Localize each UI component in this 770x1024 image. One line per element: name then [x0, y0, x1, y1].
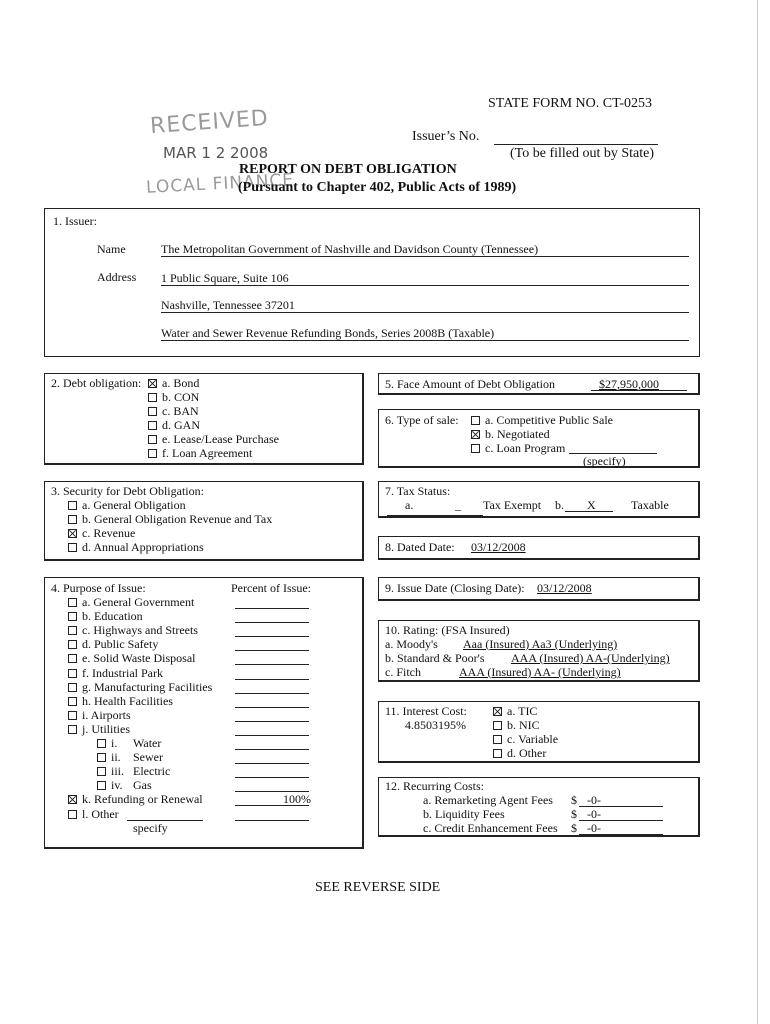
tax-status-section [378, 481, 700, 518]
checkbox-icon [471, 416, 480, 425]
fill-note: (To be filled out by State) [510, 146, 655, 161]
checkbox-icon [148, 449, 157, 458]
percent-field[interactable] [235, 707, 309, 708]
interest-label: 11. Interest Cost: [385, 704, 467, 718]
tax-exempt-label: Tax Exempt [483, 498, 542, 512]
security-option-appropriations[interactable]: d. Annual Appropriations [68, 540, 204, 555]
dated-date-label: 8. Dated Date: [385, 540, 455, 554]
liquidity-fees-label: b. Liquidity Fees [423, 807, 505, 821]
report-title: REPORT ON DEBT OBLIGATION [239, 162, 457, 177]
refunding-percent: 100% [283, 792, 311, 807]
moodys-rating: Aaa (Insured) Aa3 (Underlying) [463, 637, 618, 651]
checkbox-icon [148, 435, 157, 444]
security-option-go-revenue[interactable]: b. General Obligation Revenue and Tax [68, 512, 272, 527]
percent-field[interactable] [235, 693, 309, 694]
utility-option-sewer[interactable]: ii. Sewer [97, 750, 121, 765]
sale-option-competitive[interactable]: a. Competitive Public Sale [471, 413, 613, 428]
checkbox-icon [68, 711, 77, 720]
security-section [44, 481, 364, 561]
issuer-no-field[interactable] [494, 144, 658, 145]
name-label: Name [97, 242, 126, 256]
sale-option-loan[interactable]: c. Loan Program [471, 441, 565, 456]
tax-a-label: a. [405, 498, 414, 512]
checkbox-icon [493, 749, 502, 758]
utility-option-electric[interactable]: iii. Electric [97, 764, 124, 779]
purpose-option-manufacturing[interactable]: g. Manufacturing Facilities [68, 680, 212, 695]
debt-obligation-section [44, 373, 364, 465]
percent-field[interactable] [235, 650, 309, 651]
fitch-label: c. Fitch [385, 665, 421, 679]
interest-option-variable[interactable]: c. Variable [493, 732, 558, 747]
checkbox-icon [148, 379, 157, 388]
checkbox-icon [68, 612, 77, 621]
form-number: STATE FORM NO. CT-0253 [488, 96, 653, 111]
liquidity-currency: $ [571, 807, 577, 821]
remarketing-fees-label: a. Remarketing Agent Fees [423, 793, 553, 807]
checkbox-icon [68, 697, 77, 706]
issue-date-section [378, 577, 700, 601]
purpose-option-refunding[interactable]: k. Refunding or Renewal [68, 792, 203, 807]
tax-b-label: b. [555, 498, 564, 512]
issuer-no-label: Issuer’s No. [412, 129, 480, 144]
debt-obligation-label: 2. Debt obligation: [51, 376, 142, 390]
debt-option-loan[interactable]: f. Loan Agreement [148, 446, 252, 461]
purpose-label: 4. Purpose of Issue: [51, 581, 146, 595]
address-label: Address [97, 270, 137, 284]
checkbox-icon [493, 707, 502, 716]
checkbox-icon [68, 795, 77, 804]
issue-date-value: 03/12/2008 [537, 581, 592, 595]
percent-field[interactable] [235, 721, 309, 722]
remarketing-currency: $ [571, 793, 577, 807]
debt-option-con[interactable]: b. CON [148, 390, 199, 405]
remarketing-fees-value: -0- [587, 793, 601, 807]
checkbox-icon [471, 444, 480, 453]
page-edge-divider [757, 0, 758, 1024]
checkbox-icon [97, 739, 106, 748]
face-amount-value: $27,950,000 [599, 377, 659, 391]
face-amount-label: 5. Face Amount of Debt Obligation [385, 377, 555, 391]
security-label: 3. Security for Debt Obligation: [51, 484, 204, 498]
purpose-option-general-government[interactable]: a. General Government [68, 595, 194, 610]
rating-section [378, 620, 700, 682]
utility-name: Gas [133, 778, 152, 793]
sp-label: b. Standard & Poor's [385, 651, 485, 665]
dated-date-value: 03/12/2008 [471, 540, 526, 554]
credit-enhancement-fees-label: c. Credit Enhancement Fees [423, 821, 558, 835]
security-option-revenue[interactable]: c. Revenue [68, 526, 135, 541]
interest-section [378, 701, 700, 763]
purpose-option-public-safety[interactable]: d. Public Safety [68, 637, 158, 652]
utility-option-water[interactable]: i. Water [97, 736, 117, 751]
purpose-option-other[interactable]: l. Other [68, 807, 119, 822]
issuer-section [44, 208, 700, 357]
purpose-section [44, 577, 364, 849]
received-date-stamp: MAR 1 2 2008 [163, 144, 269, 162]
moodys-label: a. Moody's [385, 637, 438, 651]
checkbox-icon [68, 515, 77, 524]
percent-field[interactable] [235, 735, 309, 736]
checkbox-icon [68, 543, 77, 552]
percent-field[interactable] [235, 608, 309, 609]
checkbox-icon [68, 683, 77, 692]
purpose-option-education[interactable]: b. Education [68, 609, 143, 624]
checkbox-icon [97, 753, 106, 762]
security-option-go[interactable]: a. General Obligation [68, 498, 186, 513]
other-specify: specify [133, 820, 168, 835]
issuer-name: The Metropolitan Government of Nashville and Davidson County (Tennessee) [161, 242, 539, 256]
utility-option-gas[interactable]: iv. Gas [97, 778, 123, 793]
interest-option-nic[interactable]: b. NIC [493, 718, 540, 733]
percent-field[interactable] [235, 622, 309, 623]
sp-rating: AAA (Insured) AA-(Underlying) [511, 651, 670, 665]
percent-field[interactable] [235, 763, 309, 764]
address-line-2: Nashville, Tennessee 37201 [161, 298, 295, 312]
tax-a-blank[interactable]: _ [455, 498, 461, 512]
recurring-label: 12. Recurring Costs: [385, 779, 484, 793]
debt-option-ban[interactable]: c. BAN [148, 404, 199, 419]
percent-field[interactable] [235, 820, 309, 821]
interest-option-tic[interactable]: a. TIC [493, 704, 537, 719]
issue-date-label: 9. Issue Date (Closing Date): [385, 581, 525, 595]
taxable-label: Taxable [631, 498, 669, 512]
checkbox-icon [68, 626, 77, 635]
sale-type-section [378, 409, 700, 468]
sale-type-label: 6. Type of sale: [385, 413, 459, 427]
debt-option-gan[interactable]: d. GAN [148, 418, 200, 433]
interest-option-other[interactable]: d. Other [493, 746, 546, 761]
report-subtitle: (Pursuant to Chapter 402, Public Acts of 1989) [238, 180, 517, 195]
rating-label: 10. Rating: (FSA Insured) [385, 623, 510, 637]
sale-option-negotiated[interactable]: b. Negotiated [471, 427, 550, 442]
checkbox-icon [493, 735, 502, 744]
percent-field[interactable] [235, 805, 309, 806]
local-finance-stamp: LOCAL FINANCE [145, 170, 295, 198]
face-amount-section [378, 373, 700, 395]
interest-value: 4.8503195% [405, 718, 466, 732]
utility-name: Electric [133, 764, 171, 779]
purpose-option-airports[interactable]: i. Airports [68, 708, 131, 723]
checkbox-icon [97, 767, 106, 776]
checkbox-icon [493, 721, 502, 730]
checkbox-icon [68, 654, 77, 663]
received-stamp: RECEIVED [149, 105, 270, 140]
debt-option-bond[interactable]: a. Bond [148, 376, 199, 391]
credit-enhancement-fees-value: -0- [587, 821, 601, 835]
purpose-option-utilities[interactable]: j. Utilities [68, 722, 130, 737]
utility-name: Water [133, 736, 162, 750]
checkbox-icon [148, 407, 157, 416]
percent-field[interactable] [235, 777, 309, 778]
checkbox-icon [68, 669, 77, 678]
tax-b-value[interactable]: X [587, 498, 596, 512]
sale-specify: (specify) [583, 454, 626, 468]
checkbox-icon [68, 529, 77, 538]
address-line-3: Water and Sewer Revenue Refunding Bonds, Series 2008B (Taxable) [161, 326, 495, 340]
credit-enhancement-currency: $ [571, 821, 577, 835]
fitch-rating: AAA (Insured) AA- (Underlying) [459, 665, 621, 679]
checkbox-icon [68, 810, 77, 819]
debt-option-lease[interactable]: e. Lease/Lease Purchase [148, 432, 279, 447]
checkbox-icon [68, 501, 77, 510]
purpose-option-industrial-park[interactable]: f. Industrial Park [68, 666, 163, 681]
checkbox-icon [471, 430, 480, 439]
percent-field[interactable] [235, 664, 309, 665]
purpose-option-health-facilities[interactable]: h. Health Facilities [68, 694, 173, 709]
purpose-option-highways[interactable]: c. Highways and Streets [68, 623, 198, 638]
checkbox-icon [148, 393, 157, 402]
address-line-1: 1 Public Square, Suite 106 [161, 271, 289, 285]
checkbox-icon [68, 598, 77, 607]
dated-date-section [378, 536, 700, 560]
percent-field[interactable] [235, 679, 309, 680]
checkbox-icon [68, 725, 77, 734]
purpose-option-solid-waste[interactable]: e. Solid Waste Disposal [68, 651, 195, 666]
percent-field[interactable] [235, 749, 309, 750]
recurring-section [378, 777, 700, 837]
utility-name: Sewer [133, 750, 163, 765]
checkbox-icon [68, 640, 77, 649]
checkbox-icon [148, 421, 157, 430]
percent-field[interactable] [235, 636, 309, 637]
checkbox-icon [97, 781, 106, 790]
percent-label: Percent of Issue: [231, 581, 311, 595]
tax-status-label: 7. Tax Status: [385, 484, 451, 498]
see-reverse-side: SEE REVERSE SIDE [315, 880, 441, 895]
issuer-label: 1. Issuer: [53, 214, 97, 228]
liquidity-fees-value: -0- [587, 807, 601, 821]
